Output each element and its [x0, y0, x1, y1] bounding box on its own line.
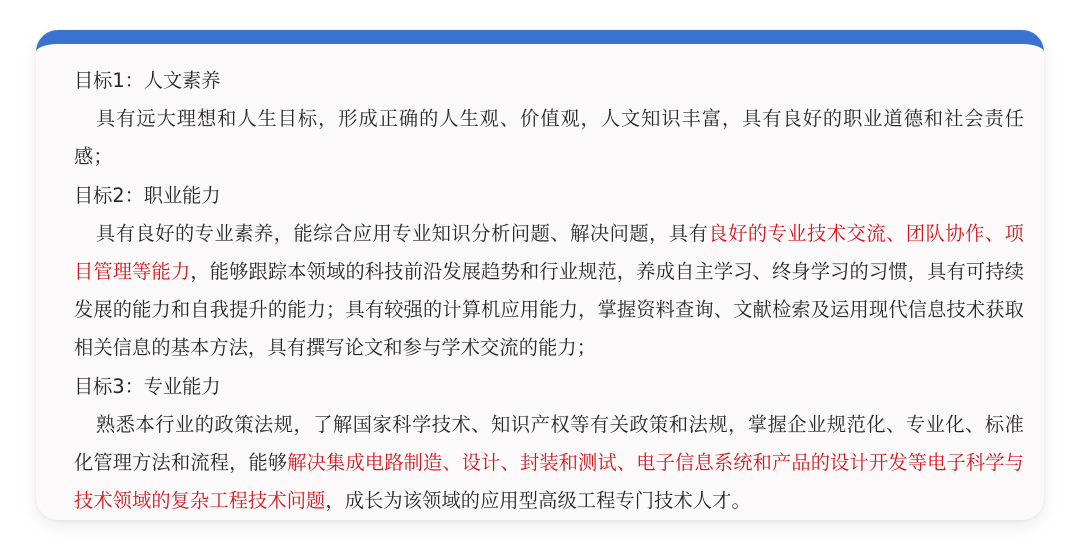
- objective-1-heading: 目标1：人文素养: [74, 69, 221, 92]
- objective-3-highlight: 解决集成电路制造、设计、封装和测试、电子信息系统和产品的设计开发等电子科学与技术领域的复杂工程技术问题: [74, 451, 1024, 513]
- objective-2-highlight: 良好的专业技术交流、团队协作、项目管理等能力: [74, 221, 1024, 284]
- objective-3-paragraph: [74, 406, 1024, 521]
- objectives-content: [74, 62, 1024, 520]
- objective-1-text: 具有远大理想和人生目标，形成正确的人生观、价值观，人文知识丰富，具有良好的职业道德和社会责任感；: [74, 107, 1024, 169]
- objective-2-text-b: ，能够跟踪本领域的科技前沿发展趋势和行业规范，养成自主学习、终身学习的习惯，具有可持续发展的能力和自我提升的能力；具有较强的计算机应用能力，掌握资料查询、文献检索及运用现代信息技术获取相关信息的基本方法，具有撰写论文和参与学术交流的能力；: [74, 260, 1025, 360]
- objective-2-heading: 目标2：职业能力: [74, 183, 221, 207]
- objectives-card: [36, 30, 1044, 520]
- objective-3-text-a: 熟悉本行业的政策法规，了解国家科学技术、知识产权等有关政策和法规，掌握企业规范化、专业化、标准化管理方法和流程，能够: [74, 412, 1024, 475]
- objective-3-heading: 目标3：专业能力: [74, 374, 221, 398]
- objective-1-paragraph: [74, 100, 1024, 176]
- objective-2-paragraph: [74, 215, 1024, 368]
- objective-2-text-a: 具有良好的专业素养，能综合应用专业知识分析问题、解决问题，具有: [96, 221, 709, 245]
- objective-3-text-b: ，成长为该领域的应用型高级工程专门技术人才。: [325, 489, 751, 513]
